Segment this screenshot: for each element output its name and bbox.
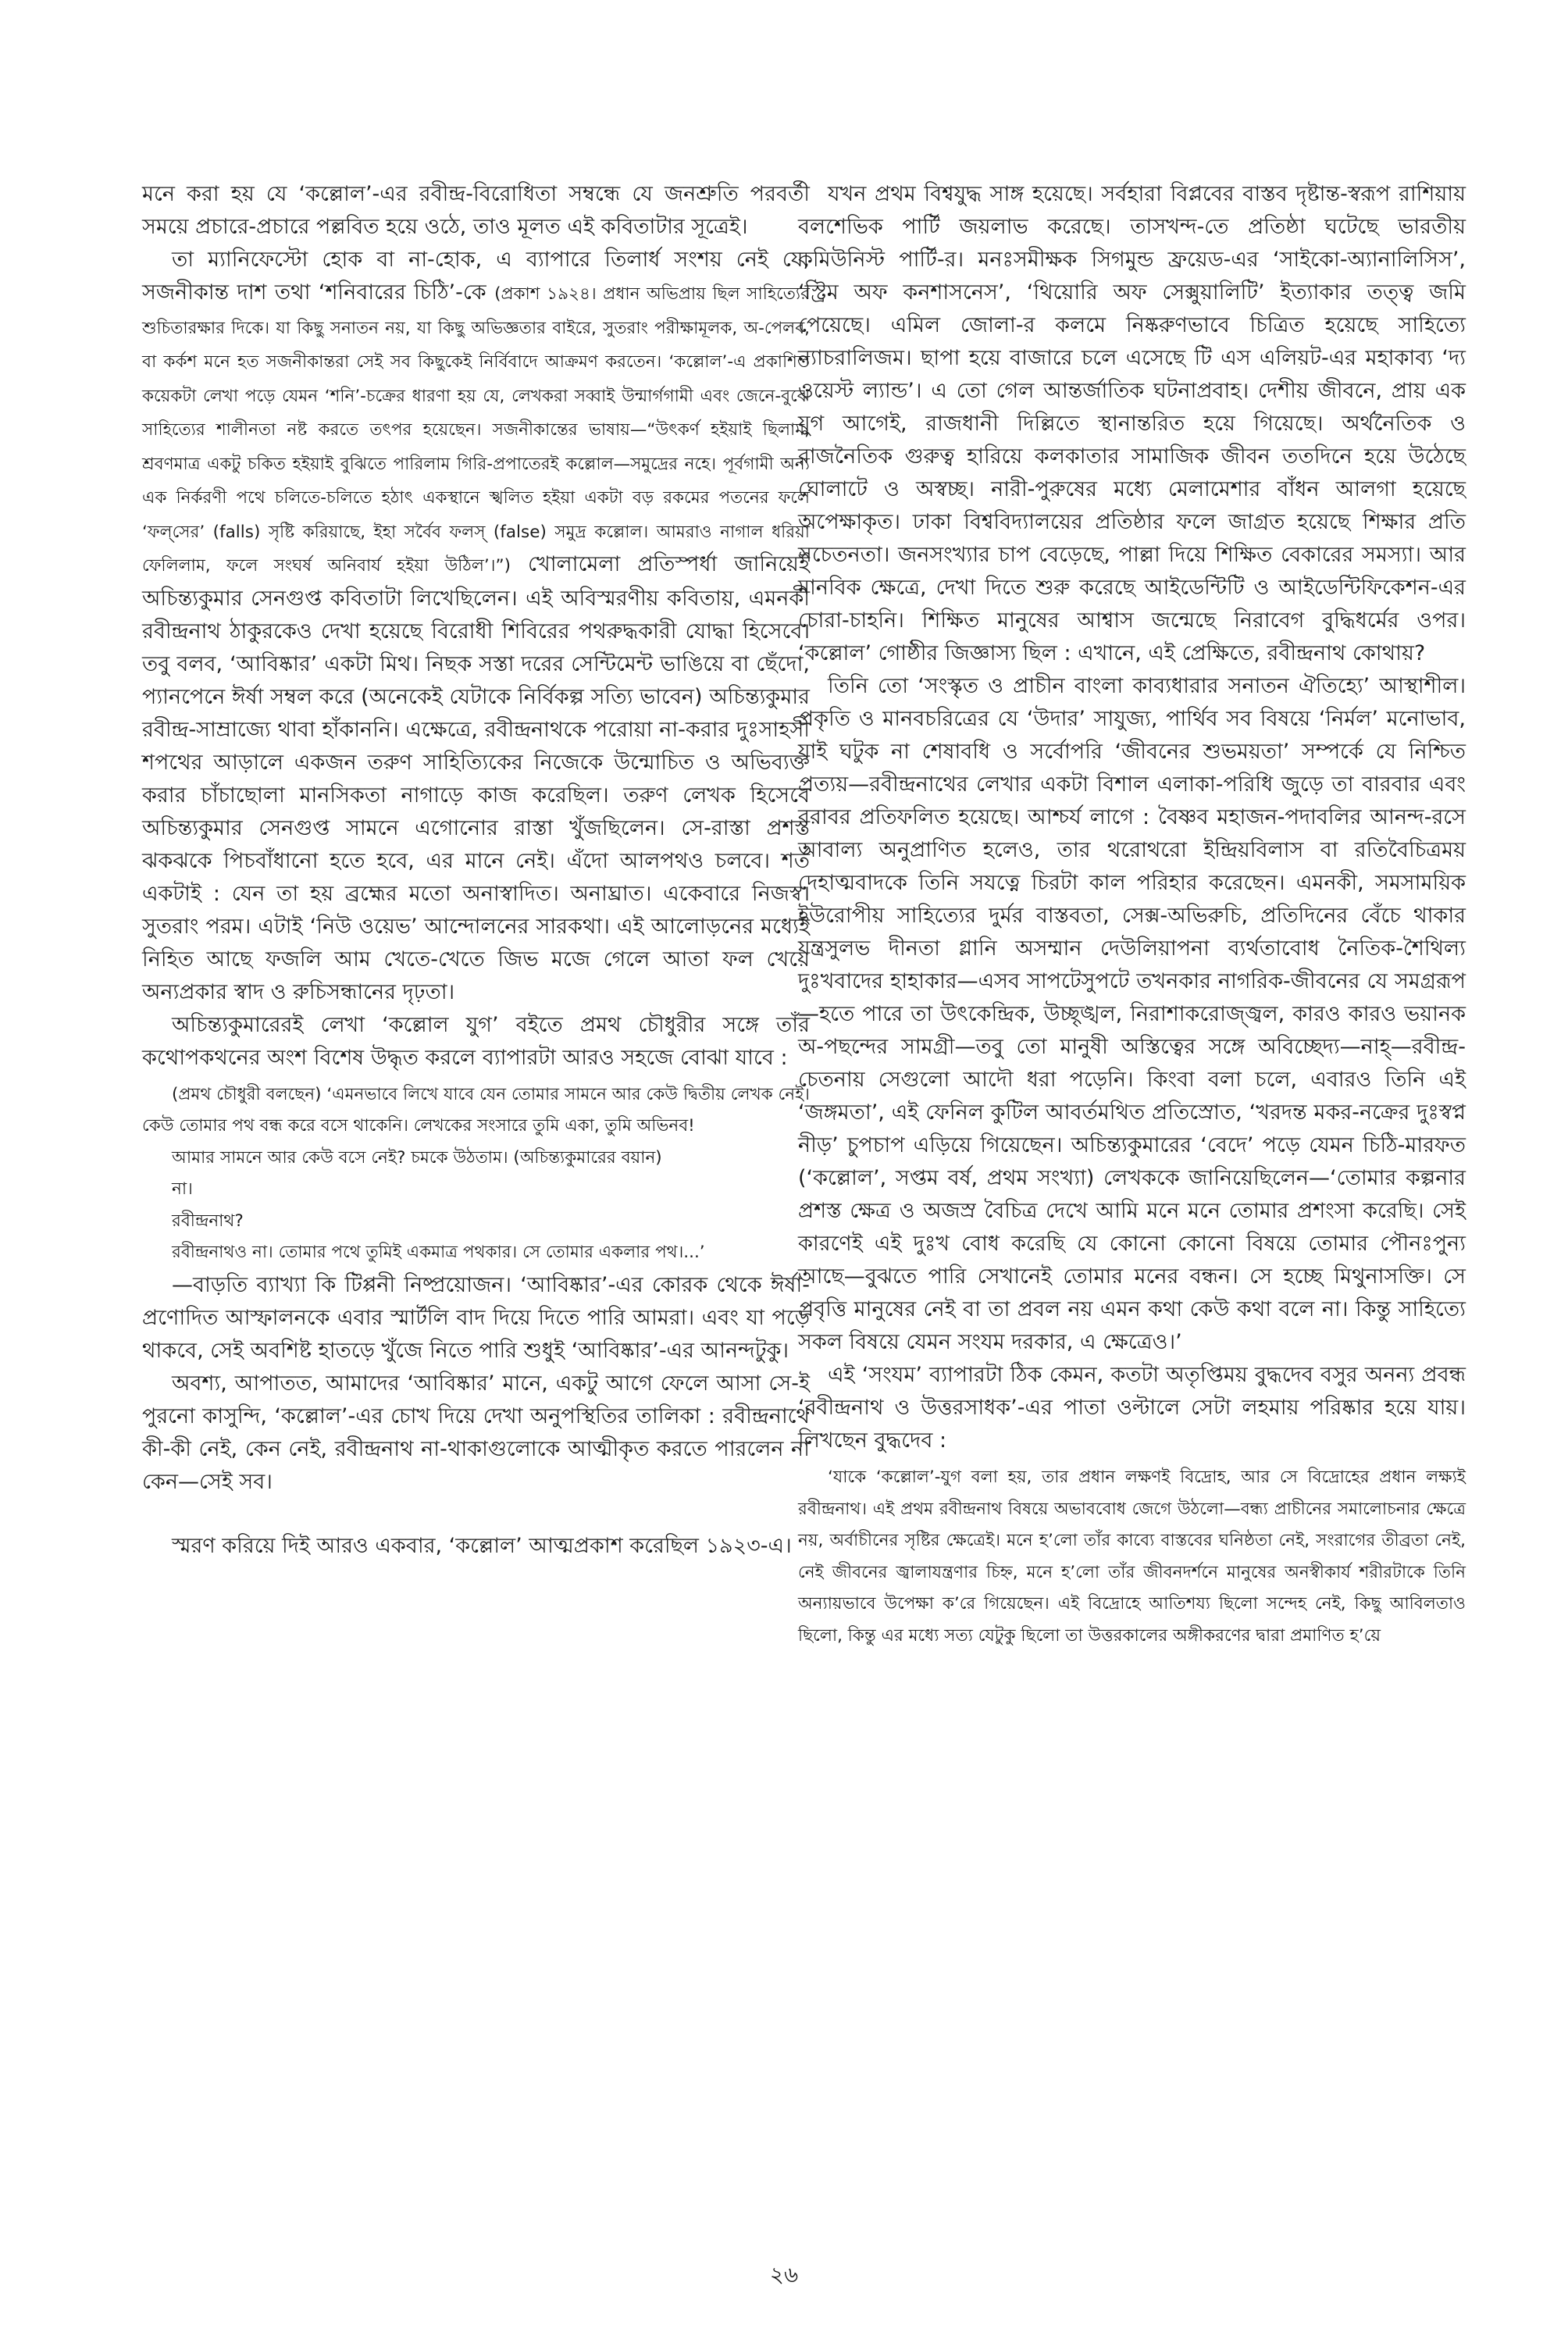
paragraph [142,244,810,1009]
right-column [798,178,1466,1652]
paragraph: যখন প্রথম বিশ্বযুদ্ধ সাঙ্গ হয়েছে। সর্বহারা বিপ্লবের বাস্তব দৃষ্টান্ত-স্বরূপ রাশিয়ায় বলশেভিক পার্টি জয়লাভ করেছে। তাসখন্দ-তে প্রতিষ্ঠা ঘটেছে ভারতীয় কমিউনিস্ট পার্টি-র। মনঃসমীক্ষক সিগমুন্ড ফ্রয়েড-এর ‘সাইকো-অ্যানালিসিস’, ‘স্ট্রিম অফ কনশাসনেস’, ‘থিয়োরি অফ সেক্সুয়ালিটি’ ইত্যাকার তত্ত্ব জমি পেয়েছে। এমিল জোলা-র কলমে নিষ্করুণভাবে চিত্রিত হয়েছে সাহিত্যে ন্যাচরালিজম। ছাপা হয়ে বাজারে চলে এসেছে টি এস এলিয়ট-এর মহাকাব্য ‘দ্য ওয়েস্ট ল্যান্ড’। এ তো গেল আন্তর্জাতিক ঘটনাপ্রবাহ। দেশীয় জীবনে, প্রায় এক যুগ আগেই, রাজধানী দিল্লিতে স্থানান্তরিত হয়ে গিয়েছে। অর্থনৈতিক ও রাজনৈতিক গুরুত্ব হারিয়ে কলকাতার সামাজিক জীবন ততদিনে হয়ে উঠেছে ঘোলাটে ও অস্বচ্ছ। নারী-পুরুষের মধ্যে মেলামেশার বাঁধন আলগা হয়েছে অপেক্ষাকৃত। ঢাকা বিশ্ববিদ্যালয়ের প্রতিষ্ঠার ফলে জাগ্রত হয়েছে শিক্ষার প্রতি সচেতনতা। জনসংখ্যার চাপ বেড়েছে, পাল্লা দিয়ে শিক্ষিত বেকারের সমস্যা। আর মানবিক ক্ষেত্রে, দেখা দিতে শুরু করেছে আইডেন্টিটি ও আইডেন্টিফিকেশন-এর চোরা-চাহনি। শিক্ষিত মানুষের আশ্বাস জন্মেছে নিরাবেগ বুদ্ধিধর্মের ওপর। ‘কল্লোল’ গোষ্ঠীর জিজ্ঞাস্য ছিল : এখানে, এই প্রেক্ষিতে, রবীন্দ্রনাথ কোথায়? [798,182,1466,665]
block-quote-line: রবীন্দ্রনাথ? [172,1211,244,1231]
paragraph-text: তা ম্যানিফেস্টো হোক বা না-হোক, এ ব্যাপারে তিলার্ধ সংশয় নেই যে, সজনীকান্ত দাশ তথা ‘শনিবারের চিঠি’-কে [142,248,810,305]
paragraph-text: খোলামেলা প্রতিস্পর্ধা জানিয়েই অচিন্ত্যকুমার সেনগুপ্ত কবিতাটা লিখেছিলেন। এই অবিস্মরণীয় কবিতায়, এমনকী রবীন্দ্রনাথ ঠাকুরকেও দেখা হয়েছে বিরোধী শিবিরের পথরুদ্ধকারী যোদ্ধা হিসেবে। তবু বলব, ‘আবিষ্কার’ একটা মিথ। নিছক সস্তা দরের সেন্টিমেন্ট ভাঙিয়ে বা ছেঁদো, প্যানপেনে ঈর্ষা সম্বল করে (অনেকেই যেটাকে নির্বিকল্প সত্যি ভাবেন) অচিন্ত্যকুমার রবীন্দ্র-সাম্রাজ্যে থাবা হাঁকাননি। এক্ষেত্রে, রবীন্দ্রনাথকে পরোয়া না-করার দুঃসাহসী শপথের আড়ালে একজন তরুণ সাহিত্যিকের নিজেকে উন্মোচিত ও অভিব্যক্ত করার চাঁচাছোলা মানসিকতা নাগাড়ে কাজ করেছিল। তরুণ লেখক হিসেবে অচিন্ত্যকুমার সেনগুপ্ত সামনে এগোনোর রাস্তা খুঁজছিলেন। সে-রাস্তা প্রশস্ত ঝকঝকে পিচবাঁধানো হতে হবে, এর মানে নেই। এঁদো আলপথও চলবে। শর্ত একটাই : যেন তা হয় ব্রহ্মের মতো অনাস্বাদিত। অনাঘ্রাত। একেবারে নিজস্ব। সুতরাং পরম। এটাই ‘নিউ ওয়েভ’ আন্দোলনের সারকথা। এই আলোড়নের মধ্যেই নিহিত আছে ফজলি আম খেতে-খেতে জিভ মজে গেলে আতা ফল খেয়ে অন্যপ্রকার স্বাদ ও রুচিসন্ধানের দৃঢ়তা। [142,552,810,1004]
paragraph: —বাড়তি ব্যাখ্যা কি টিপ্পনী নিষ্প্রয়োজন। ‘আবিষ্কার’-এর কোরক থেকে ঈর্ষা-প্রণোদিত আস্ফালনকে এবার স্মার্টলি বাদ দিয়ে দিতে পারি আমরা। এবং যা পড়ে থাকবে, সেই অবশিষ্ট হাতড়ে খুঁজে নিতে পারি শুধুই ‘আবিষ্কার’-এর আনন্দটুকু। [142,1272,810,1363]
paragraph: অচিন্ত্যকুমারেরই লেখা ‘কল্লোল যুগ’ বইতে প্রমথ চৌধুরীর সঙ্গে তাঁর কথোপকথনের অংশ বিশেষ উদ্ধৃত করলে ব্যাপারটা আরও সহজে বোঝা যাবে : [142,1012,810,1070]
paragraph: অবশ্য, আপাতত, আমাদের ‘আবিষ্কার’ মানে, একটু আগে ফেলে আসা সে-ই পুরনো কাসুন্দি, ‘কল্লোল’-এর চোখ দিয়ে দেখা অনুপস্থিতির তালিকা : রবীন্দ্রনাথে কী-কী নেই, কেন নেই, রবীন্দ্রনাথ না-থাকাগুলোকে আত্মীকৃত করতে পারলেন না কেন—সেই সব। [142,1371,810,1494]
paragraph: মনে করা হয় যে ‘কল্লোল’-এর রবীন্দ্র-বিরোধিতা সম্বন্ধে যে জনশ্রুতি পরবর্তী সময়ে প্রচারে-প্রচারে পল্লবিত হয়ে ওঠে, তাও মূলত এই কবিতাটার সূত্রেই। [142,182,810,239]
left-column [142,178,810,1563]
block-quote: ‘যাকে ‘কল্লোল’-যুগ বলা হয়, তার প্রধান লক্ষণই বিদ্রোহ, আর সে বিদ্রোহের প্রধান লক্ষ্যই রবীন্দ্রনাথ। এই প্রথম রবীন্দ্রনাথ বিষয়ে অভাববোধ জেগে উঠলো—বন্ধ্য প্রাচীনের সমালোচনার ক্ষেত্রে নয়, অর্বাচীনের সৃষ্টির ক্ষেত্রেই। মনে হ’লো তাঁর কাব্যে বাস্তবের ঘনিষ্ঠতা নেই, সংরাগের তীব্রতা নেই, নেই জীবনের জ্বালাযন্ত্রণার চিহ্ন, মনে হ’লো তাঁর জীবনদর্শনে মানুষের অনস্বীকার্য শরীরটাকে তিনি অন্যায়ভাবে উপেক্ষা ক’রে গিয়েছেন। এই বিদ্রোহে আতিশয্য ছিলো সন্দেহ নেই, কিছু আবিলতাও ছিলো, কিন্তু এর মধ্যে সত্য যেটুকু ছিলো তা উত্তরকালের অঙ্গীকরণের দ্বারা প্রমাণিত হ’য়ে [798,1467,1466,1646]
page-number: ২৬ [769,2262,799,2288]
paragraph: এই ‘সংযম’ ব্যাপারটা ঠিক কেমন, কতটা অতৃপ্তিময় বুদ্ধদেব বসুর অনন্য প্রবন্ধ ‘রবীন্দ্রনাথ ও উত্তরসাধক’-এর পাতা ওল্টালে সেটা লহমায় পরিষ্কার হয়ে যায়। লিখছেন বুদ্ধদেব : [798,1363,1466,1453]
paragraph: স্মরণ করিয়ে দিই আরও একবার, ‘কল্লোল’ আত্মপ্রকাশ করেছিল ১৯২৩-এ। [172,1533,792,1558]
block-quote: আমার সামনে আর কেউ বসে নেই? চমকে উঠতাম। (অচিন্ত্যকুমারের বয়ান) [172,1147,662,1168]
inline-note: (প্রকাশ ১৯২৪। প্রধান অভিপ্রায় ছিল সাহিত্যের শুচিতারক্ষার দিকে। যা কিছু সনাতন নয়, যা কিছু অভিজ্ঞতার বাইরে, সুতরাং পরীক্ষামূলক, অ-পেলব, বা কর্কশ মনে হত সজনীকান্তরা সেই সব কিছুকেই নির্বিবাদে আক্রমণ করতেন। ‘কল্লোল’-এ প্রকাশিত কয়েকটা লেখা পড়ে যেমন ‘শনি’-চক্রের ধারণা হয় যে, লেখকরা সব্বাই উন্মার্গগামী এবং জেনে-বুঝে সাহিত্যের শালীনতা নষ্ট করতে তৎপর হয়েছেন। সজনীকান্তের ভাষায়—“উৎকর্ণ হইয়াই ছিলাম, শ্রবণমাত্র একটু চকিত হইয়াই বুঝিতে পারিলাম গিরি-প্রপাতেরই কল্লোল—সমুদ্রের নহে। পূর্বগামী অন্য এক নির্করণী পথে চলিতে-চলিতে হঠাৎ একস্থানে স্খলিত হইয়া একটা বড় রকমের পতনের ফলে ‘ফল্‌সের’ (falls) সৃষ্টি করিয়াছে, ইহা সর্বৈব ফলস্‌ (false) সমুদ্র কল্লোল। আমরাও নাগাল ধরিয়া ফেলিলাম, ফলে সংঘর্ষ অনিবার্য হইয়া উঠিল’।”) [142,284,810,576]
block-quote: (প্রমথ চৌধুরী বলছেন) ‘এমনভাবে লিখে যাবে যেন তোমার সামনে আর কেউ দ্বিতীয় লেখক নেই। কেউ তোমার পথ বন্ধ করে বসে থাকেনি। লেখকের সংসারে তুমি একা, তুমি অভিনব! [142,1084,810,1136]
paragraph: তিনি তো ‘সংস্কৃত ও প্রাচীন বাংলা কাব্যধারার সনাতন ঐতিহ্যে’ আস্থাশীল। প্রকৃতি ও মানবচরিত্রের যে ‘উদার’ সাযুজ্য, পার্থিব সব বিষয়ে ‘নির্মল’ মনোভাব, যাই ঘটুক না শেষাবধি ও সর্বোপরি ‘জীবনের শুভময়তা’ সম্পর্কে যে নিশ্চিত প্রত্যয়—রবীন্দ্রনাথের লেখার একটা বিশাল এলাকা-পরিধি জুড়ে তা বারবার এবং বরাবর প্রতিফলিত হয়েছে। আশ্চর্য লাগে : বৈষ্ণব মহাজন-পদাবলির আনন্দ-রসে আবাল্য অনুপ্রাণিত হলেও, তার থরোথরো ইন্দ্রিয়বিলাস বা রতিবৈচিত্রময় দেহাত্মবাদকে তিনি সযত্নে চিরটা কাল পরিহার করেছেন। এমনকী, সমসাময়িক ইউরোপীয় সাহিত্যের দুর্মর বাস্তবতা, সেক্স-অভিরুচি, প্রতিদিনের বেঁচে থাকার যন্ত্রসুলভ দীনতা গ্লানি অসম্মান দেউলিয়াপনা ব্যর্থতাবোধ নৈতিক-শৈথিল্য দুঃখবাদের হাহাকার—এসব সাপটেসুপটে তখনকার নাগরিক-জীবনের যে সমগ্ররূপ—হতে পারে তা উৎকেন্দ্রিক, উচ্ছৃঙ্খল, নিরাশাকরোজ্জ্বল, কারও কারও ভয়ানক অ-পছন্দের সামগ্রী—তবু তো মানুষী অস্তিত্বের সঙ্গে অবিচ্ছেদ্য—নাহ্‌—রবীন্দ্র-চেতনায় সেগুলো আদৌ ধরা পড়েনি। কিংবা বলা চলে, এবারও তিনি এই ‘জঙ্গমতা’, এই ফেনিল কুটিল আবর্তমথিত প্রতিস্রোত, ‘খরদন্ত মকর-নক্রের দুঃস্বপ্ন নীড়’ চুপচাপ এড়িয়ে গিয়েছেন। অচিন্ত্যকুমারের ‘বেদে’ পড়ে যেমন চিঠি-মারফত (‘কল্লোল’, সপ্তম বর্ষ, প্রথম সংখ্যা) লেখককে জানিয়েছিলেন—‘তোমার কল্পনার প্রশস্ত ক্ষেত্র ও অজস্র বৈচিত্র দেখে আমি মনে মনে তোমার প্রশংসা করেছি। সেই কারণেই এই দুঃখ বোধ করেছি যে কোনো কোনো বিষয়ে তোমার পৌনঃপুন্য আছে—বুঝতে পারি সেখানেই তোমার মনের বন্ধন। সে হচ্ছে মিথুনাসক্তি। সে প্রবৃত্তি মানুষের নেই বা তা প্রবল নয় এমন কথা কেউ কথা বলে না। কিন্তু সাহিত্যে সকল বিষয়ে যেমন সংযম দরকার, এ ক্ষেত্রেও।’ [798,674,1466,1354]
block-quote: রবীন্দ্রনাথও না। তোমার পথে তুমিই একমাত্র পথকার। সে তোমার একলার পথ।...’ [172,1243,705,1262]
block-quote-line: না। [172,1179,193,1199]
